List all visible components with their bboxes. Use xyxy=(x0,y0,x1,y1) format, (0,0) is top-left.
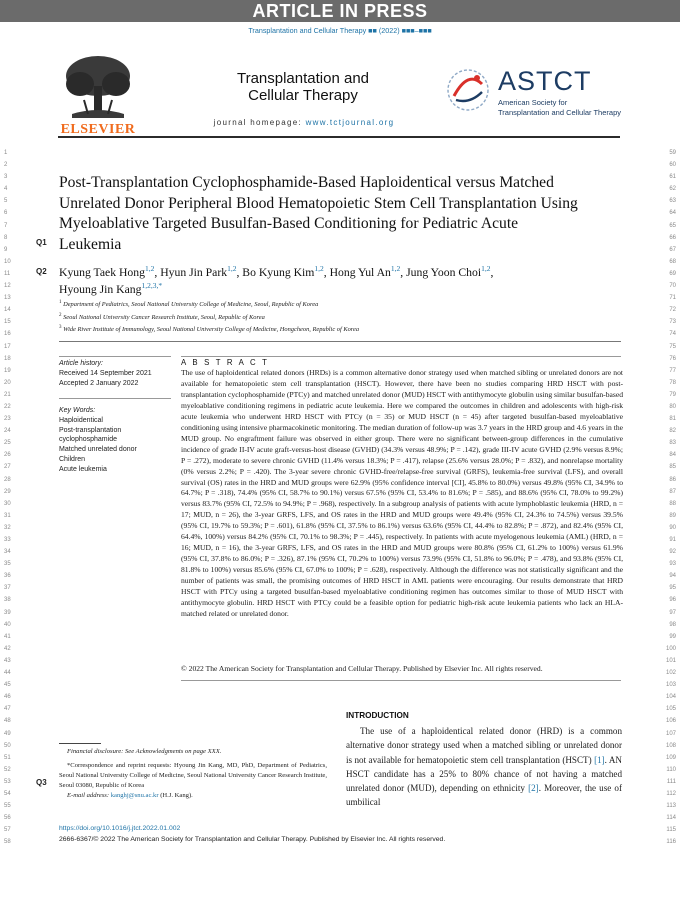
line-number: 103 xyxy=(665,682,676,689)
divider xyxy=(181,356,621,357)
line-number: 4 xyxy=(4,186,8,193)
line-number: 63 xyxy=(669,198,676,205)
homepage-label: journal homepage: xyxy=(213,118,306,127)
line-number: 112 xyxy=(666,790,676,797)
line-number: 89 xyxy=(669,512,676,519)
line-number: 42 xyxy=(4,645,11,652)
astct-subtitle xyxy=(498,98,628,117)
keyword-item: Acute leukemia xyxy=(59,465,107,473)
line-number: 70 xyxy=(669,283,676,290)
line-number: 101 xyxy=(665,657,676,664)
author-affiliation-marker[interactable]: 1,2 xyxy=(481,264,491,274)
line-number: 23 xyxy=(4,416,11,423)
line-number: 64 xyxy=(669,210,676,217)
line-number: 108 xyxy=(665,742,676,749)
line-number: 29 xyxy=(4,488,11,495)
line-number: 21 xyxy=(4,391,11,398)
line-number: 47 xyxy=(4,706,11,713)
line-number: 56 xyxy=(4,815,11,822)
correspondence-note: *Correspondence and reprint requests: Hyoung Jin Kang, MD, PhD, Department of Pediatrics, Seoul National University College of Medicine, Seoul National University Cancer Research Institute, Seoul 03080, Republic of Korea xyxy=(59,762,327,789)
line-number: 26 xyxy=(4,452,11,459)
author-name[interactable]: Bo Kyung Kim xyxy=(242,266,315,279)
query-marker-q2[interactable]: Q2 xyxy=(36,267,47,276)
line-number: 86 xyxy=(669,476,676,483)
line-number: 94 xyxy=(669,573,676,580)
line-number: 62 xyxy=(669,186,676,193)
query-marker-q3[interactable]: Q3 xyxy=(36,778,47,787)
line-number: 48 xyxy=(4,718,11,725)
line-number: 11 xyxy=(4,270,11,277)
journal-title xyxy=(210,70,396,104)
keywords-label: Key Words: xyxy=(59,407,96,414)
email-suffix: (H.J. Kang). xyxy=(158,792,193,799)
line-number: 46 xyxy=(4,694,11,701)
author-name[interactable]: Jung Yoon Choi xyxy=(406,266,482,279)
author-name[interactable]: Hong Yul An xyxy=(329,266,391,279)
email-link[interactable]: kanghj@snu.ac.kr xyxy=(110,792,159,799)
divider xyxy=(59,356,171,357)
line-number: 33 xyxy=(4,537,11,543)
line-number: 40 xyxy=(4,621,11,628)
line-number: 25 xyxy=(4,440,11,447)
affiliation-number: 3 xyxy=(59,325,62,331)
author-affiliation-marker[interactable]: 1,2 xyxy=(390,264,401,274)
keywords-block xyxy=(59,406,177,475)
affiliation-list xyxy=(59,298,619,336)
line-number: 6 xyxy=(4,210,8,217)
author-affiliation-marker[interactable]: 1,2,3,* xyxy=(141,281,163,291)
line-number: 39 xyxy=(4,609,11,616)
line-number: 35 xyxy=(4,561,11,568)
line-number: 43 xyxy=(4,657,11,664)
author-separator: , xyxy=(236,266,243,279)
author-separator: , xyxy=(154,266,161,279)
abstract-heading: A B S T R A C T xyxy=(181,358,270,367)
line-number: 67 xyxy=(669,246,676,253)
journal-header xyxy=(58,44,620,138)
journal-title-line: Cellular Therapy xyxy=(248,87,358,104)
line-number: 53 xyxy=(4,778,11,785)
line-number: 114 xyxy=(666,815,676,822)
line-number: 5 xyxy=(4,198,8,205)
line-number: 18 xyxy=(4,355,11,362)
line-number: 14 xyxy=(4,307,11,314)
line-number: 98 xyxy=(669,621,676,628)
divider xyxy=(181,680,621,681)
line-number: 54 xyxy=(4,790,11,797)
divider xyxy=(59,341,621,342)
line-number: 34 xyxy=(4,549,11,556)
line-number: 116 xyxy=(666,839,676,846)
line-number: 20 xyxy=(4,379,11,386)
line-number: 75 xyxy=(669,343,676,350)
line-number: 22 xyxy=(4,403,11,410)
line-number: 55 xyxy=(4,803,11,810)
keyword-item: Post-transplantation xyxy=(59,426,122,434)
doi-link[interactable]: https://doi.org/10.1016/j.jtct.2022.01.002 xyxy=(59,825,181,832)
footnote-divider xyxy=(59,743,101,744)
journal-title-line: Transplantation and xyxy=(236,70,370,87)
line-number: 7 xyxy=(4,222,8,229)
line-number: 19 xyxy=(4,367,11,374)
line-number: 66 xyxy=(669,234,676,241)
citation-link[interactable]: [1] xyxy=(594,754,605,765)
line-number: 32 xyxy=(4,524,11,531)
line-number: 10 xyxy=(4,258,11,265)
line-number: 1 xyxy=(4,150,8,156)
author-affiliation-marker[interactable]: 1,2 xyxy=(227,264,237,274)
author-separator: , xyxy=(400,266,407,279)
citation-link[interactable]: [2] xyxy=(528,783,539,794)
author-name[interactable]: Kyung Taek Hong xyxy=(59,266,145,279)
line-number: 73 xyxy=(669,319,676,326)
article-in-press-banner: ARTICLE IN PRESS xyxy=(0,0,680,22)
line-number: 90 xyxy=(669,524,676,531)
line-number: 57 xyxy=(4,827,11,834)
affiliation-text: Seoul National University Cancer Research Institute, Seoul, Republic of Korea xyxy=(61,313,265,321)
keyword-item: Children xyxy=(59,455,86,463)
author-separator: , xyxy=(490,266,494,279)
journal-citation-line[interactable]: Transplantation and Cellular Therapy ■■ (2022) ■■■–■■■ xyxy=(248,26,432,35)
line-number: 24 xyxy=(4,428,11,435)
line-number: 113 xyxy=(666,803,676,810)
line-number: 58 xyxy=(4,839,11,846)
intro-text-segment: The use of a haploidentical related donor (HRD) is a common alternative donor strategy used when a matched sibling or unrelated donor is not available for hematopoietic stem cell transplantation (HSCT) xyxy=(346,726,622,765)
line-number: 91 xyxy=(669,537,676,543)
line-number: 2 xyxy=(4,162,8,169)
line-number: 107 xyxy=(665,730,676,737)
keyword-item: cyclophosphamide xyxy=(59,436,117,444)
affiliation-item xyxy=(59,323,619,336)
line-number: 79 xyxy=(669,391,676,398)
line-number: 28 xyxy=(4,476,11,483)
line-number: 111 xyxy=(666,778,676,785)
line-number: 31 xyxy=(4,512,11,519)
line-number: 61 xyxy=(669,174,676,181)
line-number: 85 xyxy=(669,464,676,471)
line-numbers-left xyxy=(4,147,18,848)
astct-wordmark: ASTCT xyxy=(498,66,592,96)
astct-subtitle-line: Transplantation and Cellular Therapy xyxy=(498,107,621,117)
line-number: 17 xyxy=(4,343,11,350)
line-number: 105 xyxy=(665,706,676,713)
line-number: 104 xyxy=(665,694,676,701)
affiliation-number: 1 xyxy=(59,300,62,305)
line-number: 92 xyxy=(669,549,676,556)
author-separator: , xyxy=(323,266,330,279)
line-number: 106 xyxy=(665,718,676,725)
affiliation-item xyxy=(59,298,619,311)
line-number: 69 xyxy=(669,270,676,277)
intro-text-segment: . Moreover, the use of umbilical xyxy=(346,783,622,808)
line-number: 102 xyxy=(665,670,676,677)
author-name[interactable]: Hyun Jin Park xyxy=(160,266,228,279)
line-number: 97 xyxy=(669,609,676,616)
homepage-link[interactable]: www.tctjournal.org xyxy=(305,118,395,127)
line-number: 12 xyxy=(4,283,11,290)
abstract-copyright: © 2022 The American Society for Transplantation and Cellular Therapy. Published by Elsevier Inc. All rights reserved. xyxy=(181,664,543,673)
financial-disclosure: Financial disclosure: See Acknowledgments on page XXX. xyxy=(67,748,222,755)
astct-subtitle-line: American Society for xyxy=(498,98,568,107)
line-number: 84 xyxy=(669,452,676,459)
line-number: 95 xyxy=(669,585,676,592)
line-number: 81 xyxy=(669,416,676,423)
history-label: Article history: xyxy=(59,360,103,367)
line-number: 15 xyxy=(4,319,11,326)
affiliation-item xyxy=(59,311,619,324)
email-line xyxy=(59,791,327,801)
affiliation-text: Wide River Institute of Immunology, Seoul National University College of Medicine, Hongcheon, Republic of Korea xyxy=(61,326,360,334)
abstract-text: The use of haploidentical related donors (HRDs) is a common alternative donor strategy used when matched sibling or unrelated donors are not available for hematopoietic stem cell transplantation (HSCT). However, there have been no studies comparing HRD HSCT with post-transplantation cyclophosphamide (PTCy) and matched unrelated donor (MUD) HSCT with antithymocyte globulin using similar busulfan-based myeloablative conditioning regimens in pediatric acute leukemia. Here we compared the outcomes in children and adolescents with high-risk acute leukemia who underwent HRD HSCT with PTCy (n = 35) or MUD HSCT (n = 45) after targeted busulfan-based myeloablative conditioning using intensive pharmacokinetic monitoring. The median duration of follow-up was 3.7 years in the HRD group and 4.6 years in the MUD group. No engraftment failure was observed in either group. There were no significant between-group differences in the cumulative incidence of grade II-IV acute graft-versus-host disease (GVHD) (34.3% versus 48.9%; P = .142), grade III-IV acute GVHD (2.9% versus 8.9%; P = .272), moderate to severe chronic GVHD (11.4% versus 18.3%; P = .417), relapse (25.6% versus 28.0%; P = .832), and nonrelapse mortality (0% versus 2.2%; P = .420). The 3-year severe chronic GVHD-free/relapse-free survival (GRFS), leukemia-free survival (LFS), and overall survival (OS) rates in the HRD and MUD groups were 62.9% (95% confidence interval [CI], 45.8% to 80.0%) versus 49.8% (95% CI, 34.9% to 64.7%; P = .318), 74.4% (95% CI, 58.7% to 90.1%) versus 67.5% (95% CI, 53.4% to 81.6%; P = .585), and 88.6% (95% CI, 78.0% to 99.2%) versus 83.7% (95% CI, 72.5% to 94.9%; P = .968), respectively. In a subgroup analysis of patients with acute lymphoblastic leukemia (HRD, n = 17; MUD, n = 26), the 3-year GRFS, LFS, and OS rates in the HRD and MUD groups were 49.4% (95% CI, 24.3% to 74.5%) versus 39.5% (95% CI, 19.7% to 59.3%; P = .601), 61.8% (95% CI, 37.5% to 86.1%) versus 63.6% (95% CI, 44.4% to 82.8%; P = .872), and 82.4% (95% CI, 64.4%, 100%) versus 84.2% (95% CI, 70.1% to 98.3%; P = .445), respectively. In patients with acute myelogenous leukemia (AML) (HRD, n = 16; MUD, n = 16), the 3-year GRFS, LFS, and OS rates in the HRD and MUD groups were 80.8% (95% CI, 61.2% to 100%) versus 61.9% (95% CI, 37.8% to 86.0%; P = .326), 87.1% (95% CI, 70.2% to 100%) versus 73.9% (95% CI, 51.8% to 96.0%; P = .478), and 93.8% (95% CI, 81.8% to 100%) versus 85.6% (95% CI, 67.0% to 100%; P = .628), respectively. Although the difference was not statistically significant and the number of patients was small, the promising outcomes of HRD HSCT in AML patients were encouraging. Our results demonstrate that HRD HSCT with PTCy using a targeted busulfan-based myeloablative conditioning regimen has outcomes similar to those of MUD HSCT with antithymocyte globulin. HRD HSCT with PTCy could be a feasible option for pediatric high-risk acute leukemia patients who lack an HLA-matched related or unrelated donor. xyxy=(181,368,623,618)
author-affiliation-marker[interactable]: 1,2 xyxy=(144,264,155,274)
author-list xyxy=(59,264,599,298)
line-number: 9 xyxy=(4,246,8,253)
line-number: 110 xyxy=(666,766,676,773)
line-number: 45 xyxy=(4,682,11,689)
line-number: 96 xyxy=(669,597,676,604)
line-number: 82 xyxy=(669,428,676,435)
line-number: 83 xyxy=(669,440,676,447)
elsevier-wordmark: ELSEVIER xyxy=(60,122,136,137)
line-number: 93 xyxy=(669,561,676,568)
astct-logo-icon xyxy=(444,66,492,114)
article-title: Post-Transplantation Cyclophosphamide-Based Haploidentical versus Matched Unrelated Donor Peripheral Blood Hematopoietic Stem Cell Transplantation Using Myeloablative Targeted Busulfan-Based Conditioning for Pediatric Acute Leukemia xyxy=(59,174,578,253)
affiliation-text: Department of Pediatrics, Seoul National University College of Medicine, Seoul, Republic of Korea xyxy=(61,301,319,309)
line-number: 51 xyxy=(4,754,11,761)
line-number: 109 xyxy=(665,754,676,761)
line-number: 65 xyxy=(669,222,676,229)
footnotes xyxy=(59,747,327,801)
line-number: 76 xyxy=(669,355,676,362)
received-date: Received 14 September 2021 xyxy=(59,369,152,377)
journal-homepage xyxy=(176,118,432,127)
line-numbers-right xyxy=(658,147,676,848)
email-label: E-mail address: xyxy=(67,792,111,799)
affiliation-number: 2 xyxy=(59,312,62,318)
accepted-date: Accepted 2 January 2022 xyxy=(59,379,139,387)
author-affiliation-marker[interactable]: 1,2 xyxy=(314,264,324,274)
article-history xyxy=(59,359,177,388)
author-name[interactable]: Hyoung Jin Kang xyxy=(59,283,142,296)
divider xyxy=(59,398,171,399)
line-number: 99 xyxy=(669,633,676,640)
line-number: 78 xyxy=(669,379,676,386)
issn-copyright-line: 2666-6367/© 2022 The American Society for Transplantation and Cellular Therapy. Published by Elsevier Inc. All rights reserved. xyxy=(59,836,446,843)
line-number: 59 xyxy=(669,150,676,156)
line-number: 72 xyxy=(669,307,676,314)
intro-text-segment: . AN HSCT candidate has a 25% to 80% chance of not having a matched unrelated donor (MUD), depending on ethnicity xyxy=(346,754,622,794)
line-number: 41 xyxy=(4,633,11,640)
line-number: 68 xyxy=(669,258,676,265)
line-number: 52 xyxy=(4,766,11,773)
introduction-heading: INTRODUCTION xyxy=(346,711,409,720)
line-number: 27 xyxy=(4,464,11,471)
line-number: 88 xyxy=(669,500,676,507)
line-number: 44 xyxy=(4,670,11,677)
line-number: 49 xyxy=(4,730,11,737)
line-number: 74 xyxy=(669,331,676,338)
line-number: 3 xyxy=(4,174,8,181)
line-number: 100 xyxy=(665,645,676,652)
line-number: 115 xyxy=(666,827,676,834)
line-number: 8 xyxy=(4,234,8,241)
keyword-item: Matched unrelated donor xyxy=(59,446,137,454)
line-number: 36 xyxy=(4,573,11,580)
line-number: 50 xyxy=(4,742,11,749)
line-number: 13 xyxy=(4,295,11,302)
query-marker-q1[interactable]: Q1 xyxy=(36,238,47,247)
line-number: 80 xyxy=(669,403,676,410)
introduction-text xyxy=(346,724,622,810)
line-number: 60 xyxy=(669,162,676,169)
line-number: 77 xyxy=(669,367,676,374)
line-number: 30 xyxy=(4,500,11,507)
line-number: 37 xyxy=(4,585,11,592)
line-number: 71 xyxy=(669,295,676,302)
line-number: 16 xyxy=(4,331,11,338)
line-number: 38 xyxy=(4,597,11,604)
line-number: 87 xyxy=(669,488,676,495)
keyword-item: Haploidentical xyxy=(59,416,103,424)
